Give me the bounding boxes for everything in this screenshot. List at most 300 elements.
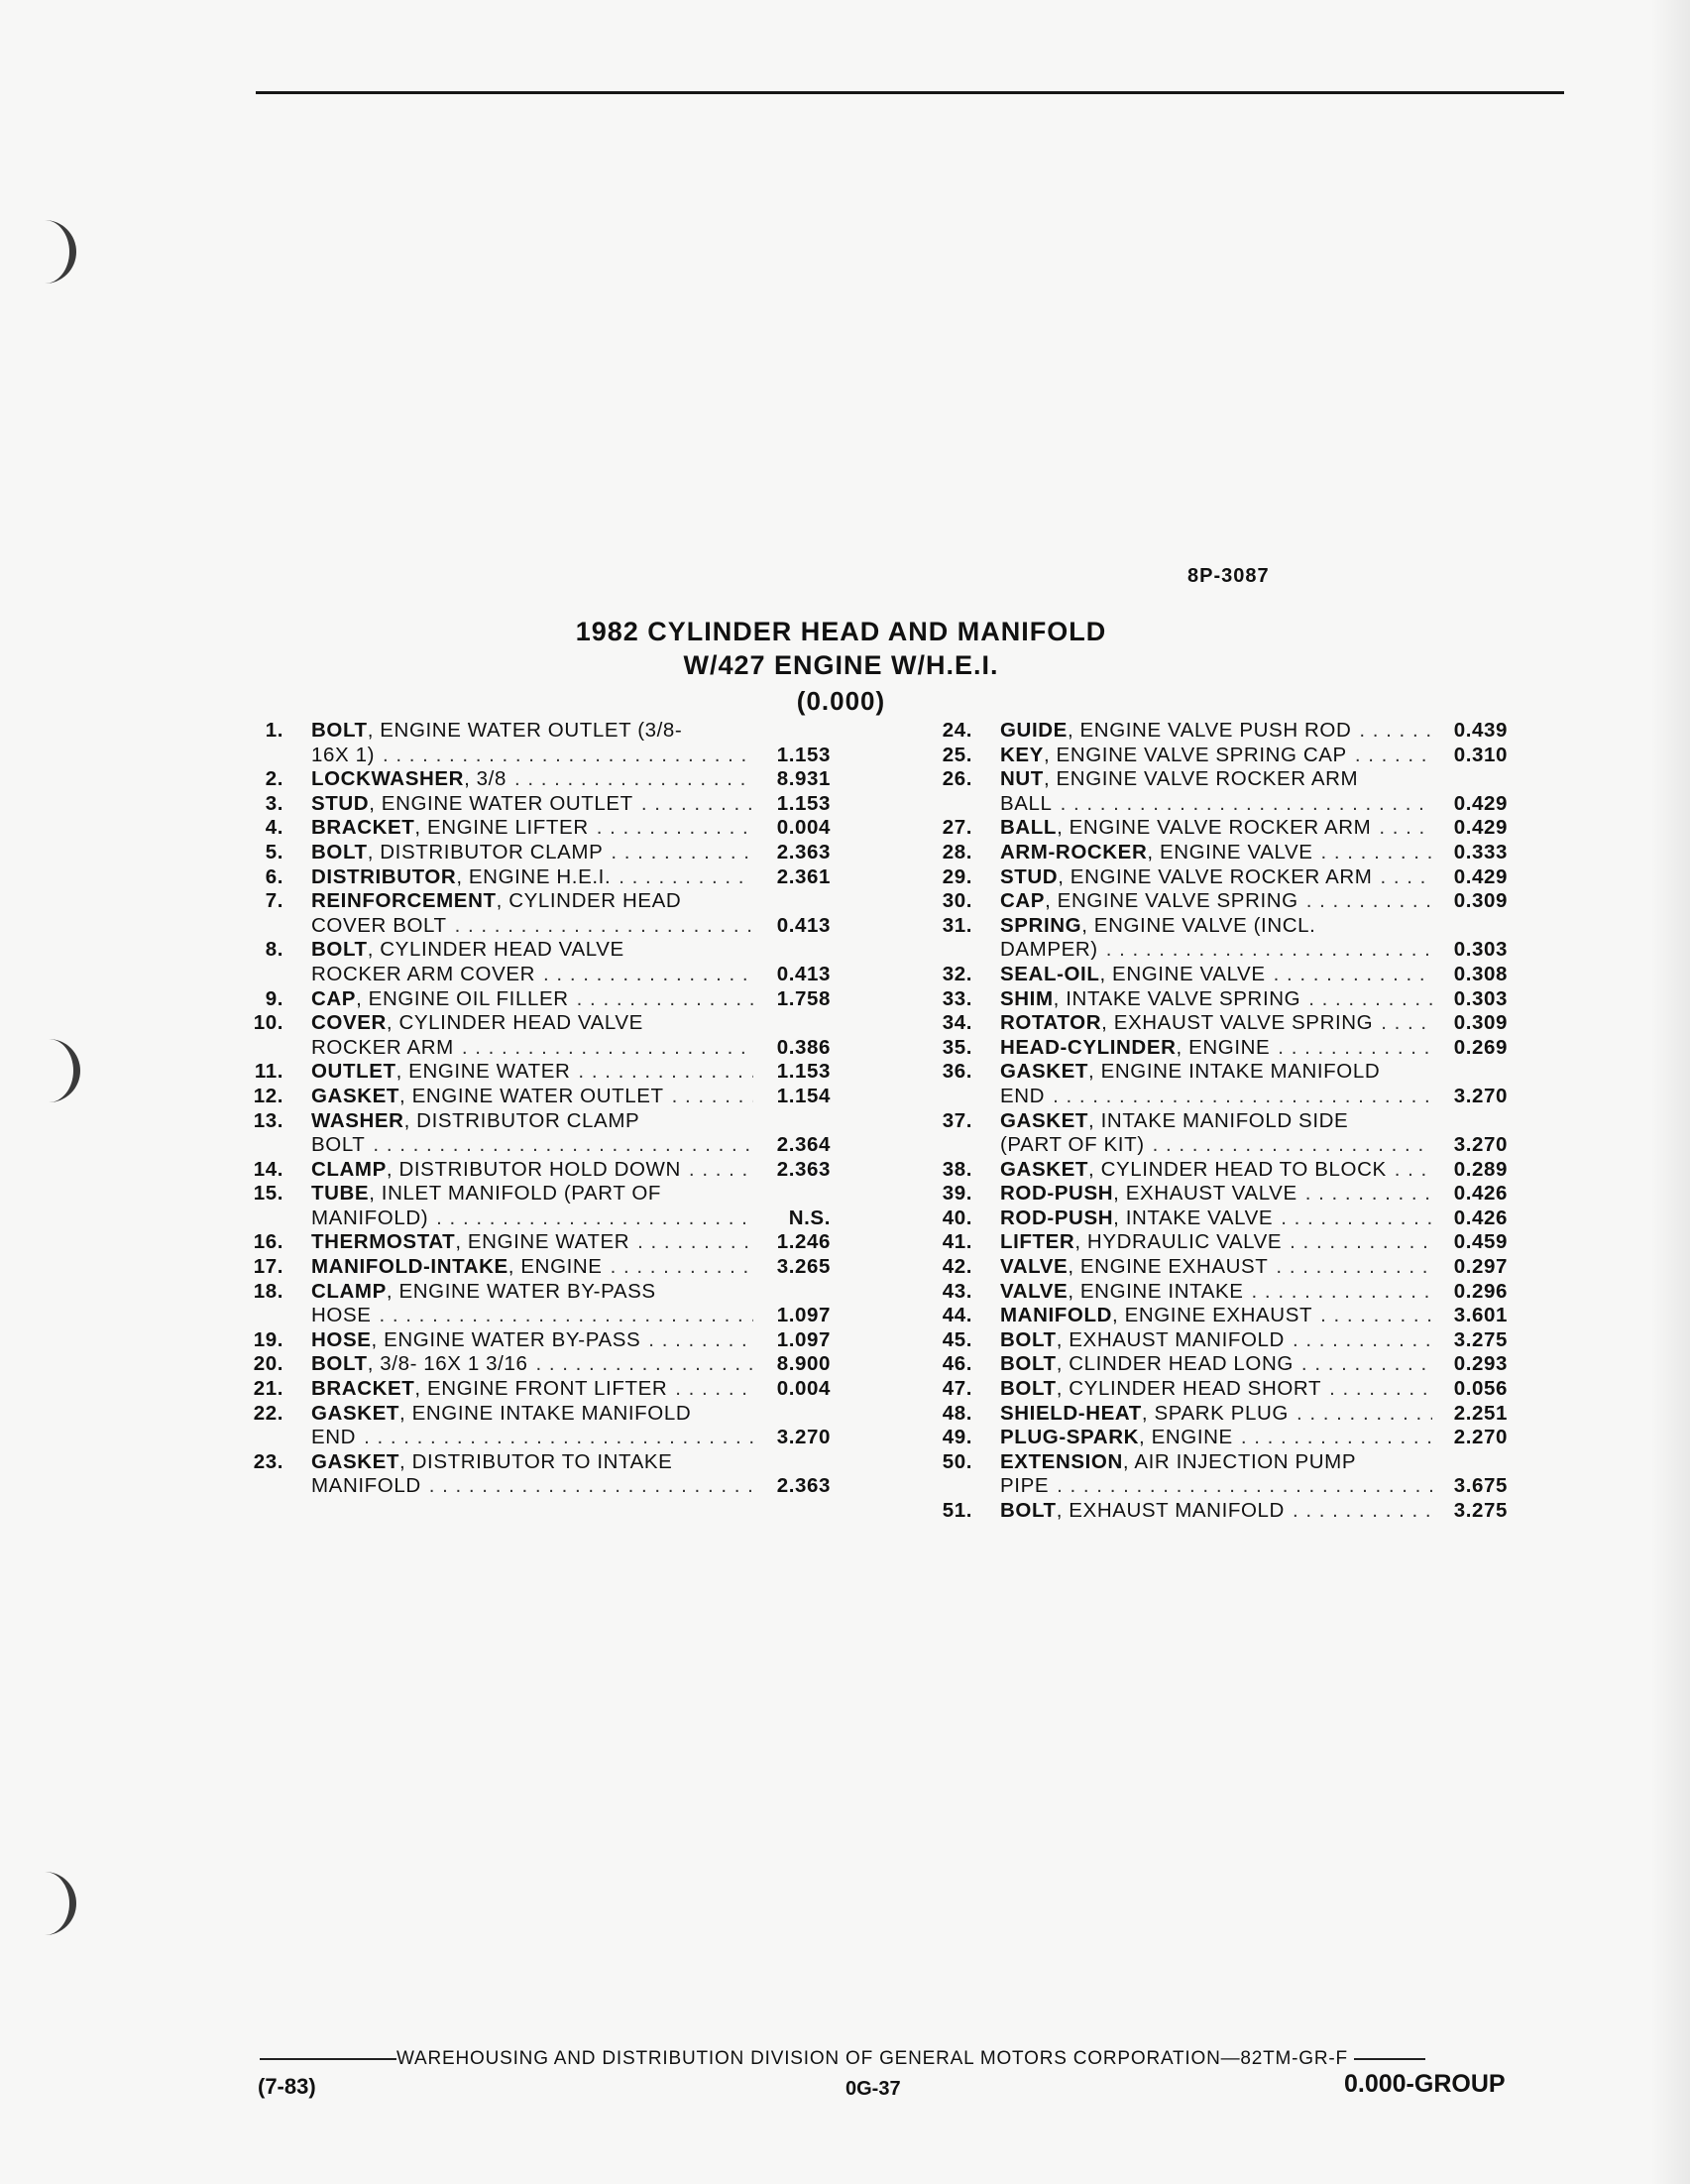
item-number: 24. [942,719,972,742]
item-description [1000,1352,1432,1377]
group-code: 0.309 [1453,889,1508,913]
group-code: 2.363 [776,1157,831,1181]
group-code: 0.386 [776,1035,831,1059]
footer-date: (7-83) [258,2074,316,2099]
part-qualifier-cont: END [311,1426,357,1449]
footer-division-text: WAREHOUSING AND DISTRIBUTION DIVISION OF GENERAL MOTORS CORPORATION—82TM-GR-F [396,2048,1348,2069]
item-description [311,938,753,986]
item-number: 8. [265,938,283,962]
part-qualifier: , CYLINDER HEAD TO BLOCK [1088,1157,1387,1181]
item-description [1000,1280,1432,1305]
part-qualifier-cont: 16X 1) [311,743,375,766]
part-name: VALVE [1000,1255,1069,1279]
item-number: 11. [254,1060,283,1084]
item-description [311,719,753,767]
leader-dots [436,1207,753,1231]
leader-dots [1153,1133,1432,1158]
item-description [1000,1109,1432,1158]
part-name: TUBE [311,1182,370,1206]
part-qualifier: , ENGINE VALVE ROCKER ARM [1057,816,1372,840]
part-qualifier: , ENGINE WATER [455,1230,630,1254]
item-number: 30. [942,889,972,913]
item-description [1000,1011,1432,1036]
group-code: 2.361 [776,864,831,888]
parts-list-row [238,1377,882,1402]
description-line [1000,1352,1432,1377]
group-code: 2.251 [1453,1401,1508,1425]
parts-list-row [238,816,882,841]
group-code: 1.153 [776,791,831,815]
item-description [1000,1207,1432,1231]
part-qualifier-cont: BALL [1000,791,1053,815]
item-description [1000,889,1432,914]
leader-dots [543,963,753,987]
part-qualifier-cont: MANIFOLD) [311,1206,429,1229]
part-qualifier: , ENGINE WATER BY-PASS [371,1327,641,1351]
leader-dots [1290,1230,1432,1255]
description-line [311,865,753,890]
item-number: 25. [942,743,972,766]
parts-list-row [238,1255,882,1280]
group-code: 0.413 [776,962,831,985]
part-name: CAP [1000,889,1046,913]
part-qualifier: , 3/8 [464,767,507,791]
part-qualifier: , ENGINE WATER OUTLET [369,791,633,815]
item-description [311,889,753,938]
description-line [1000,865,1432,890]
page-subtitle: W/427 ENGINE W/H.E.I. [683,650,999,680]
leader-dots [1241,1426,1432,1450]
part-name: SHIELD-HEAT [1000,1401,1142,1425]
leader-dots [1274,963,1432,987]
leader-dots [641,792,753,817]
description-line [311,1474,753,1499]
group-code: 3.601 [1453,1304,1508,1327]
description-line [311,1426,753,1450]
part-name: BRACKET [311,816,415,840]
item-number: 43. [942,1279,972,1303]
part-qualifier-cont: (PART OF KIT) [1000,1133,1145,1157]
leader-dots [611,841,753,865]
part-name: GASKET [311,1401,400,1425]
part-qualifier: , ENGINE LIFTER [414,816,589,840]
item-description [311,1328,753,1353]
group-code: 0.413 [776,913,831,937]
part-qualifier: , HYDRAULIC VALVE [1074,1230,1283,1254]
leader-dots [1320,1304,1432,1328]
description-line [1000,1377,1432,1402]
description-line [311,792,753,817]
parts-list-row [238,1158,882,1183]
item-number: 9. [265,986,283,1010]
item-description [311,1182,753,1230]
leader-dots [455,914,753,939]
part-qualifier: , DISTRIBUTOR TO INTAKE [399,1449,673,1473]
description-line [311,1304,753,1328]
item-description [1000,1036,1432,1061]
description-line [311,816,753,841]
item-description [311,1377,753,1402]
leader-dots [675,1377,753,1402]
part-name: DISTRIBUTOR [311,864,457,888]
leader-dots [1321,841,1433,865]
leader-dots [383,744,753,768]
part-qualifier: , 3/8- 16X 1 3/16 [367,1352,528,1376]
part-qualifier: , ENGINE WATER BY-PASS [386,1279,656,1303]
item-number: 27. [942,816,972,840]
leader-dots [1301,1352,1432,1377]
item-number: 19. [253,1327,283,1351]
parts-list-row [927,1304,1521,1328]
part-qualifier: , INLET MANIFOLD (PART OF [369,1182,662,1206]
parts-list-row [238,1085,882,1109]
leader-dots [578,1060,753,1085]
description-line [1000,1109,1432,1134]
description-line [1000,1499,1432,1524]
binder-hole-mark [36,1872,76,1935]
part-qualifier: , AIR INJECTION PUMP [1122,1449,1357,1473]
parts-list-row [927,1352,1521,1377]
parts-list-row [238,1280,882,1328]
part-name: GASKET [1000,1108,1089,1132]
item-number: 3. [265,791,283,815]
item-description [1000,1158,1432,1183]
part-qualifier: , ENGINE VALVE PUSH ROD [1067,719,1352,742]
parts-list-row [927,987,1521,1012]
parts-list-row [927,1402,1521,1427]
item-description [311,1011,753,1060]
parts-list-row [927,1499,1521,1524]
item-number: 23. [253,1449,283,1473]
part-qualifier: , ENGINE VALVE [1099,962,1266,985]
item-number: 37. [942,1108,972,1132]
part-name: GASKET [1000,1157,1089,1181]
parts-list-row [238,1109,882,1158]
group-code: 3.675 [1453,1474,1508,1498]
part-name: GASKET [1000,1060,1089,1084]
part-name: GASKET [311,1084,400,1107]
item-number: 32. [942,962,972,985]
binder-hole-mark [40,1039,80,1102]
part-qualifier: , ENGINE [507,1255,603,1279]
leader-dots [1296,1402,1432,1427]
item-number: 13. [253,1108,283,1132]
parts-list-row [238,792,882,817]
group-code: 0.289 [1453,1157,1508,1181]
group-number: (0.000) [796,686,886,716]
part-qualifier: , ENGINE INTAKE MANIFOLD [1088,1060,1381,1084]
part-qualifier-cont: BOLT [311,1133,366,1157]
binder-hole-mark [36,220,76,284]
part-qualifier-cont: ROCKER ARM COVER [311,962,536,985]
item-number: 14. [253,1157,283,1181]
leader-dots [1329,1377,1432,1402]
footer-division-line [260,2048,1548,2070]
part-name: CAP [311,986,357,1010]
part-qualifier: , ENGINE EXHAUST [1068,1255,1269,1279]
part-qualifier: , ENGINE WATER [395,1060,571,1084]
part-qualifier: , INTAKE VALVE [1113,1206,1274,1229]
item-number: 6. [265,864,283,888]
parts-list-row [927,889,1521,914]
leader-dots [1355,744,1432,768]
description-line [1000,1304,1432,1328]
item-number: 39. [942,1182,972,1206]
item-description [1000,1230,1432,1255]
description-line [1000,1255,1432,1280]
part-qualifier: , CYLINDER HEAD VALVE [386,1011,643,1035]
description-line [311,1011,753,1036]
part-name: CLAMP [311,1157,387,1181]
part-name: SHIM [1000,986,1054,1010]
description-line [311,914,753,939]
item-description [1000,1426,1432,1450]
item-number: 22. [253,1401,283,1425]
item-number: 35. [942,1035,972,1059]
description-line [1000,1426,1432,1450]
parts-list-row [238,1402,882,1450]
item-number: 50. [942,1449,972,1473]
part-name: WASHER [311,1108,404,1132]
item-description [311,841,753,865]
item-number: 51. [942,1499,972,1522]
description-line [1000,963,1432,987]
description-line [311,987,753,1012]
part-qualifier: , ENGINE [1176,1035,1271,1059]
parts-list-row [238,889,882,938]
group-code: 0.429 [1453,864,1508,888]
footer-rule-right [1354,2058,1425,2060]
description-line [311,1158,753,1183]
description-line [1000,816,1432,841]
leader-dots [1106,938,1432,963]
leader-dots [462,1036,753,1061]
footer-group: 0.000-GROUP [1344,2070,1506,2098]
footer-page-number: 0G-37 [845,2078,901,2100]
part-name: LOCKWASHER [311,767,465,791]
part-qualifier: , ENGINE INTAKE [1068,1279,1244,1303]
item-number: 33. [942,986,972,1010]
leader-dots [1359,719,1432,744]
item-number: 15. [253,1182,283,1206]
group-code: 1.097 [776,1327,831,1351]
description-line [1000,938,1432,963]
leader-dots [1306,889,1432,914]
part-name: GASKET [311,1449,400,1473]
group-code: 0.296 [1453,1279,1508,1303]
part-qualifier: , DISTRIBUTOR CLAMP [367,840,604,863]
part-name: PLUG-SPARK [1000,1426,1140,1449]
leader-dots [637,1230,753,1255]
group-code: 0.439 [1453,719,1508,742]
item-description [311,1158,753,1183]
parts-list-row [927,1109,1521,1158]
group-code: 2.270 [1453,1426,1508,1449]
description-line [311,1450,753,1475]
leader-dots [1276,1255,1432,1280]
leader-dots [648,1328,753,1353]
part-name: BOLT [311,1352,368,1376]
item-description [1000,1499,1432,1524]
parts-list-row [927,841,1521,865]
item-description [1000,1060,1432,1108]
description-line [1000,1036,1432,1061]
item-number: 36. [942,1060,972,1084]
item-number: 5. [265,840,283,863]
part-qualifier: , ENGINE EXHAUST [1111,1304,1313,1327]
part-qualifier: , ENGINE WATER OUTLET [399,1084,664,1107]
item-number: 21. [253,1377,283,1401]
item-number: 47. [942,1377,972,1401]
page-title: 1982 CYLINDER HEAD AND MANIFOLD [575,617,1107,646]
part-name: BOLT [1000,1499,1057,1522]
description-line [1000,1182,1432,1207]
group-code: 3.275 [1453,1327,1508,1351]
leader-dots [611,1255,753,1280]
part-qualifier: , ENGINE H.E.I. [456,864,612,888]
part-qualifier: , DISTRIBUTOR HOLD DOWN [386,1157,681,1181]
parts-list-row [238,865,882,890]
description-line [311,1377,753,1402]
part-qualifier-cont: HOSE [311,1304,372,1327]
parts-list-row [238,1352,882,1377]
part-qualifier: , ENGINE VALVE ROCKER ARM [1058,864,1373,888]
item-description [1000,1328,1432,1353]
part-qualifier-cont: PIPE [1000,1474,1050,1498]
group-code: 0.303 [1453,986,1508,1010]
item-number: 48. [942,1401,972,1425]
part-qualifier: , EXHAUST VALVE SPRING [1101,1011,1374,1035]
item-description [1000,1304,1432,1328]
item-number: 17. [253,1255,283,1279]
leader-dots [1061,792,1432,817]
leader-dots [577,987,753,1012]
item-description [311,816,753,841]
leader-dots [597,816,753,841]
item-number: 20. [253,1352,283,1376]
description-line [311,1133,753,1158]
item-description [311,1085,753,1109]
description-line [311,767,753,792]
group-code: 2.363 [776,1474,831,1498]
parts-list-row [927,767,1521,816]
item-number: 1. [265,719,283,742]
leader-dots [364,1426,753,1450]
part-qualifier-cont: ROCKER ARM [311,1035,454,1059]
item-number: 40. [942,1206,972,1229]
item-description [311,865,753,890]
group-code: 0.056 [1453,1377,1508,1401]
group-code: 0.459 [1453,1230,1508,1254]
part-name: LIFTER [1000,1230,1075,1254]
group-code: 0.297 [1453,1255,1508,1279]
part-qualifier: , ENGINE VALVE ROCKER ARM [1043,767,1359,791]
item-description [311,1109,753,1158]
parts-list-right [927,719,1521,1524]
item-description [1000,1402,1432,1427]
description-line [311,1036,753,1061]
parts-list-row [927,1011,1521,1036]
part-name: COVER [311,1011,387,1035]
description-line [311,1060,753,1085]
parts-list-row [238,1182,882,1230]
part-qualifier-cont: END [1000,1084,1046,1107]
page-edge-shadow [1650,0,1690,2184]
description-line [1000,889,1432,914]
group-code: 2.364 [776,1133,831,1157]
item-number: 26. [942,767,972,791]
group-code: 1.246 [776,1230,831,1254]
group-code: 0.308 [1453,962,1508,985]
item-description [1000,1450,1432,1499]
description-line [1000,1060,1432,1085]
leader-dots [1308,987,1432,1012]
item-description [1000,767,1432,816]
description-line [311,889,753,914]
part-qualifier-cont: COVER BOLT [311,913,447,937]
item-number: 7. [265,889,283,913]
part-qualifier-cont: DAMPER) [1000,938,1098,962]
item-number: 44. [942,1304,972,1327]
parts-list-row [238,1328,882,1353]
description-line [311,1255,753,1280]
parts-list-row [927,1036,1521,1061]
parts-list-row [927,1060,1521,1108]
part-name: EXTENSION [1000,1449,1123,1473]
part-name: BRACKET [311,1377,415,1401]
item-number: 4. [265,816,283,840]
group-code: 0.004 [776,1377,831,1401]
part-qualifier: , CYLINDER HEAD [496,889,682,913]
item-description [1000,1182,1432,1207]
leader-dots [535,1352,753,1377]
item-number: 18. [253,1279,283,1303]
part-qualifier: , CLINDER HEAD LONG [1056,1352,1294,1376]
part-name: MANIFOLD-INTAKE [311,1255,508,1279]
leader-dots [1057,1474,1432,1499]
leader-dots [1252,1280,1432,1305]
parts-list-row [927,1426,1521,1450]
part-name: HEAD-CYLINDER [1000,1035,1177,1059]
item-number: 46. [942,1352,972,1376]
description-line [311,1109,753,1134]
part-name: VALVE [1000,1279,1069,1303]
group-code: 0.269 [1453,1035,1508,1059]
description-line [1000,1085,1432,1109]
part-name: HOSE [311,1327,372,1351]
description-line [311,1352,753,1377]
item-description [1000,744,1432,768]
group-code: 1.097 [776,1304,831,1327]
item-number: 34. [942,1011,972,1035]
description-line [311,963,753,987]
part-name: STUD [1000,864,1059,888]
leader-dots [1278,1036,1432,1061]
leader-dots [514,767,753,792]
item-description [1000,1377,1432,1402]
part-code: 8P-3087 [1187,565,1270,587]
group-code: 0.429 [1453,816,1508,840]
part-qualifier: , INTAKE VALVE SPRING [1053,986,1301,1010]
item-description [1000,816,1432,841]
group-code: 8.931 [776,767,831,791]
parts-list-row [238,987,882,1012]
item-description [311,1450,753,1499]
parts-list-row [927,1280,1521,1305]
part-name: ROD-PUSH [1000,1206,1114,1229]
group-code: 2.363 [776,840,831,863]
group-code: 0.426 [1453,1206,1508,1229]
